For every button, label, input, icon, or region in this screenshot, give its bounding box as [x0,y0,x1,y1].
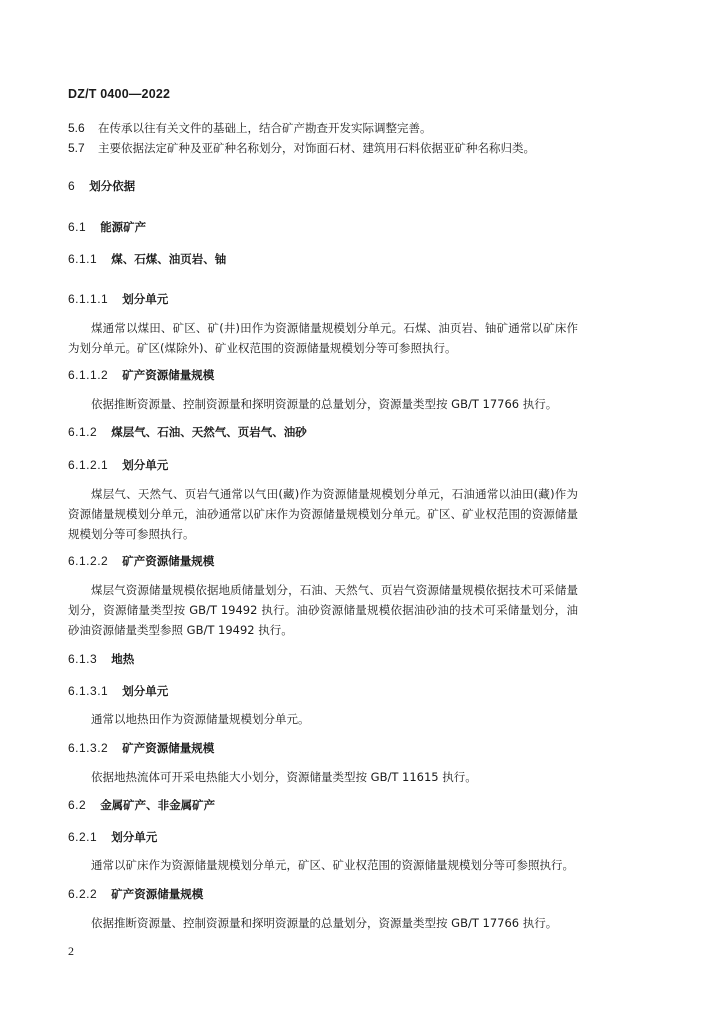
heading-number: 6 [68,179,76,193]
paragraph-6-1-3-1: 通常以地热田作为资源储量规模划分单元。 [91,712,310,726]
heading-number: 6.1.3.2 [68,741,109,755]
heading-number: 6.1.1.1 [68,292,109,306]
heading-title: 矿产资源储量规模 [122,741,215,755]
heading-number: 6.1 [68,220,87,234]
heading-title: 煤、石煤、油页岩、铀 [111,252,227,266]
heading-title: 划分单元 [122,684,169,698]
heading-6-2-1 [68,829,157,845]
heading-title: 划分单元 [122,292,169,306]
heading-6 [68,178,135,194]
rule-text: 主要依据法定矿种及亚矿种名称划分，对饰面石材、建筑用石料依据亚矿种名称归类。 [98,141,535,155]
rule-number: 5.7 [68,141,85,155]
heading-6-1-3-2 [68,740,214,756]
heading-6-1-2 [68,424,307,440]
page-number: 2 [68,944,74,958]
heading-number: 6.2 [68,798,87,812]
paragraph-6-1-3-2: 依据地热流体可开采电热能大小划分，资源储量类型按 GB/T 11615 执行。 [91,770,477,784]
paragraph-6-1-1-1: 煤通常以煤田、矿区、矿(井)田作为资源储量规模划分单元。石煤、油页岩、铀矿通常以矿床作为划分单元。矿区(煤除外)、矿业权范围的资源储量规模划分等可参照执行。 [68,321,578,355]
heading-number: 6.1.2.2 [68,554,109,568]
heading-title: 划分单元 [111,830,158,844]
rule-5-6 [68,117,576,136]
heading-number: 6.1.2.1 [68,458,109,472]
heading-6-1-3 [68,651,134,667]
heading-title: 划分依据 [89,179,136,193]
heading-6-1-1-1 [68,291,168,307]
rule-5-7 [68,137,576,156]
heading-title: 矿产资源储量规模 [122,554,215,568]
rule-number: 5.6 [68,121,85,135]
paragraph-6-1-2-2: 煤层气资源储量规模依据地质储量划分，石油、天然气、页岩气资源储量规模依据技术可采储量划分，资源储量类型按 GB/T 19492 执行。油砂资源储量规模依据油砂油的技术可采储量划分，油砂油资源储量类型参照 GB/T 19492 执行。 [68,583,578,637]
heading-title: 能源矿产 [100,220,147,234]
heading-title: 金属矿产、非金属矿产 [100,798,216,812]
heading-6-2 [68,797,215,813]
heading-number: 6.1.3 [68,652,98,666]
heading-title: 地热 [111,652,135,666]
rule-text: 在传承以往有关文件的基础上，结合矿产勘查开发实际调整完善。 [98,121,432,135]
heading-6-2-2 [68,886,203,902]
paragraph-6-2-1: 通常以矿床作为资源储量规模划分单元，矿区、矿业权范围的资源储量规模划分等可参照执行。 [91,858,574,872]
heading-number: 6.1.1 [68,252,98,266]
heading-6-1 [68,219,146,235]
heading-6-1-1-2 [68,367,214,383]
paragraph-6-2-2: 依据推断资源量、控制资源量和探明资源量的总量划分，资源量类型按 GB/T 17766 执行。 [91,916,558,930]
heading-6-1-2-2 [68,553,214,569]
document-code-header: DZ/T 0400—2022 [68,87,171,101]
heading-6-1-3-1 [68,683,168,699]
heading-title: 煤层气、石油、天然气、页岩气、油砂 [111,425,307,439]
heading-6-1-2-1 [68,457,168,473]
heading-title: 划分单元 [122,458,169,472]
heading-number: 6.1.1.2 [68,368,109,382]
heading-number: 6.2.2 [68,887,98,901]
heading-title: 矿产资源储量规模 [111,887,204,901]
heading-number: 6.1.2 [68,425,98,439]
heading-6-1-1 [68,251,226,267]
heading-number: 6.2.1 [68,830,98,844]
paragraph-6-1-1-2: 依据推断资源量、控制资源量和探明资源量的总量划分，资源量类型按 GB/T 17766 执行。 [91,397,558,411]
heading-title: 矿产资源储量规模 [122,368,215,382]
paragraph-6-1-2-1: 煤层气、天然气、页岩气通常以气田(藏)作为资源储量规模划分单元，石油通常以油田(藏)作为资源储量规模划分单元，油砂通常以矿床作为资源储量规模划分单元。矿区、矿业权范围的资源储量规模划分等可参照执行。 [68,487,578,541]
heading-number: 6.1.3.1 [68,684,109,698]
